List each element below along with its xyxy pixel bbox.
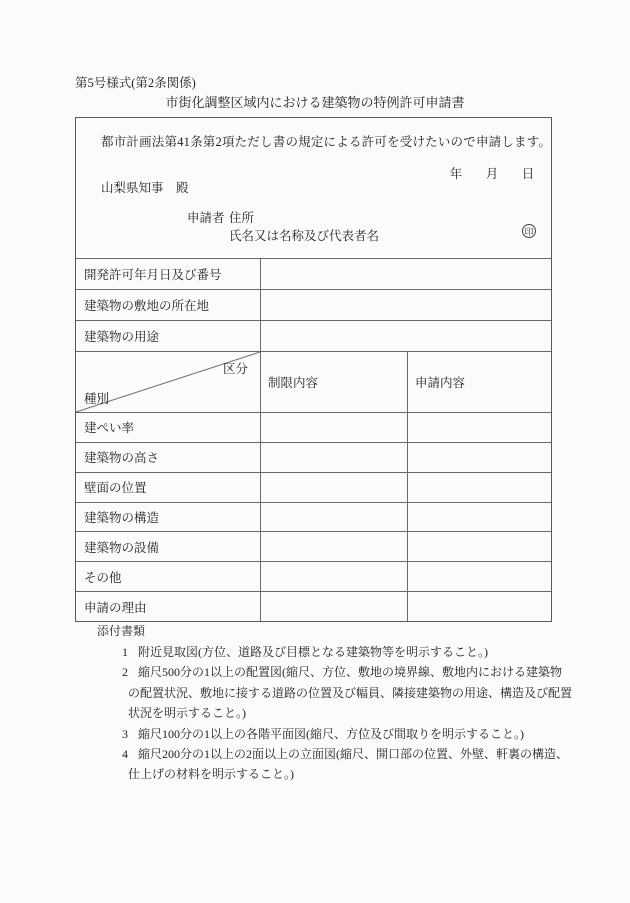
cell-application — [408, 473, 551, 502]
row-label-building-height: 建築物の高さ — [76, 443, 261, 472]
table-row — [76, 531, 551, 561]
cell-restriction — [261, 473, 408, 502]
attachment-item-continuation: 仕上げの材料を明示すること。) — [128, 767, 294, 782]
date-month-label: 月 — [485, 167, 499, 181]
row-label-wall-position: 壁面の位置 — [76, 473, 261, 502]
row-label-permit-date-number: 開発許可年月日及び番号 — [76, 259, 261, 289]
attachment-item-text: 縮尺200分の1以上の2面以上の立面図(縮尺、開口部の位置、外壁、軒裏の構造、 — [138, 747, 568, 762]
date-year-label: 年 — [449, 167, 463, 181]
attachment-item-text: 附近見取図(方位、道路及び目標となる建築物等を明示すること。) — [138, 645, 488, 659]
row-label-building-use: 建築物の用途 — [76, 321, 261, 351]
address-label: 住所 — [229, 211, 255, 225]
attachment-item-continuation: の配置状況、敷地に接する道路の位置及び幅員、隣接建築物の用途、構造及び配置 — [128, 685, 573, 700]
table-row — [76, 289, 551, 320]
row-value-permit-date-number — [261, 259, 551, 289]
cell-restriction — [261, 443, 408, 472]
matrix-rows — [76, 412, 551, 621]
table-row — [76, 591, 551, 621]
attachment-item-continuation: 状況を明示すること。) — [128, 706, 246, 721]
attachment-item-number: 3 — [122, 726, 128, 741]
seal-char: 印 — [524, 226, 534, 237]
column-header-restriction: 制限内容 — [261, 352, 408, 412]
cell-restriction — [261, 562, 408, 591]
attachments-section — [0, 621, 630, 785]
table-row — [76, 320, 551, 351]
row-label-coverage-ratio: 建ぺい率 — [76, 413, 261, 442]
seal-icon — [522, 224, 536, 238]
table-row — [76, 502, 551, 532]
page-title: 市街化調整区域内における建築物の特例許可申請書 — [165, 95, 465, 110]
cell-application — [408, 443, 551, 472]
cell-application — [408, 592, 551, 621]
cell-restriction — [261, 592, 408, 621]
attachment-item — [0, 724, 630, 744]
cell-restriction — [261, 532, 408, 561]
attachments-heading: 添付書類 — [97, 624, 146, 638]
attachment-item-text: 縮尺500分の1以上の配置図(縮尺、方位、敷地の境界線、敷地内における建築物 — [138, 665, 562, 680]
name-or-title-label: 氏名又は名称及び代表者名 — [229, 229, 380, 243]
table-row — [76, 472, 551, 502]
addressee-label: 山梨県知事 殿 — [101, 181, 189, 195]
attachment-item — [0, 642, 630, 662]
matrix-header-row — [76, 351, 551, 412]
row-label-application-reason: 申請の理由 — [76, 592, 261, 621]
table-row — [76, 442, 551, 472]
attachment-item-number: 1 — [122, 645, 128, 659]
corner-label-type: 種別 — [84, 392, 110, 406]
cell-restriction — [261, 503, 408, 532]
cell-application — [408, 413, 551, 442]
form-number: 第5号様式(第2条関係) — [75, 76, 196, 90]
corner-label-category: 区分 — [222, 362, 248, 376]
column-header-application: 申請内容 — [415, 376, 466, 390]
attachment-item — [0, 662, 630, 682]
table-row — [76, 561, 551, 591]
diagonal-corner-cell — [76, 352, 261, 412]
cell-application — [408, 503, 551, 532]
attachment-item-number: 4 — [122, 747, 128, 762]
table-row — [76, 258, 551, 289]
row-label-other: その他 — [76, 562, 261, 591]
cell-application — [408, 562, 551, 591]
attachment-item-text: 縮尺100分の1以上の各階平面図(縮尺、方位及び間取りを明示すること。) — [138, 726, 524, 741]
application-form-table — [75, 117, 552, 622]
declaration-text: 都市計画法第41条第2項ただし書の規定による許可を受けたいので申請します。 — [101, 135, 552, 149]
form-header-cell — [76, 118, 551, 258]
table-row — [76, 412, 551, 442]
cell-restriction — [261, 413, 408, 442]
row-value-building-use — [261, 321, 551, 351]
date-day-label: 日 — [521, 167, 535, 181]
row-label-building-structure: 建築物の構造 — [76, 503, 261, 532]
row-label-site-location: 建築物の敷地の所在地 — [76, 290, 261, 320]
attachment-item-number: 2 — [122, 665, 128, 680]
cell-application — [408, 532, 551, 561]
attachment-item — [0, 744, 630, 764]
row-value-site-location — [261, 290, 551, 320]
applicant-label: 申請者 — [187, 211, 225, 225]
row-label-building-equipment: 建築物の設備 — [76, 532, 261, 561]
